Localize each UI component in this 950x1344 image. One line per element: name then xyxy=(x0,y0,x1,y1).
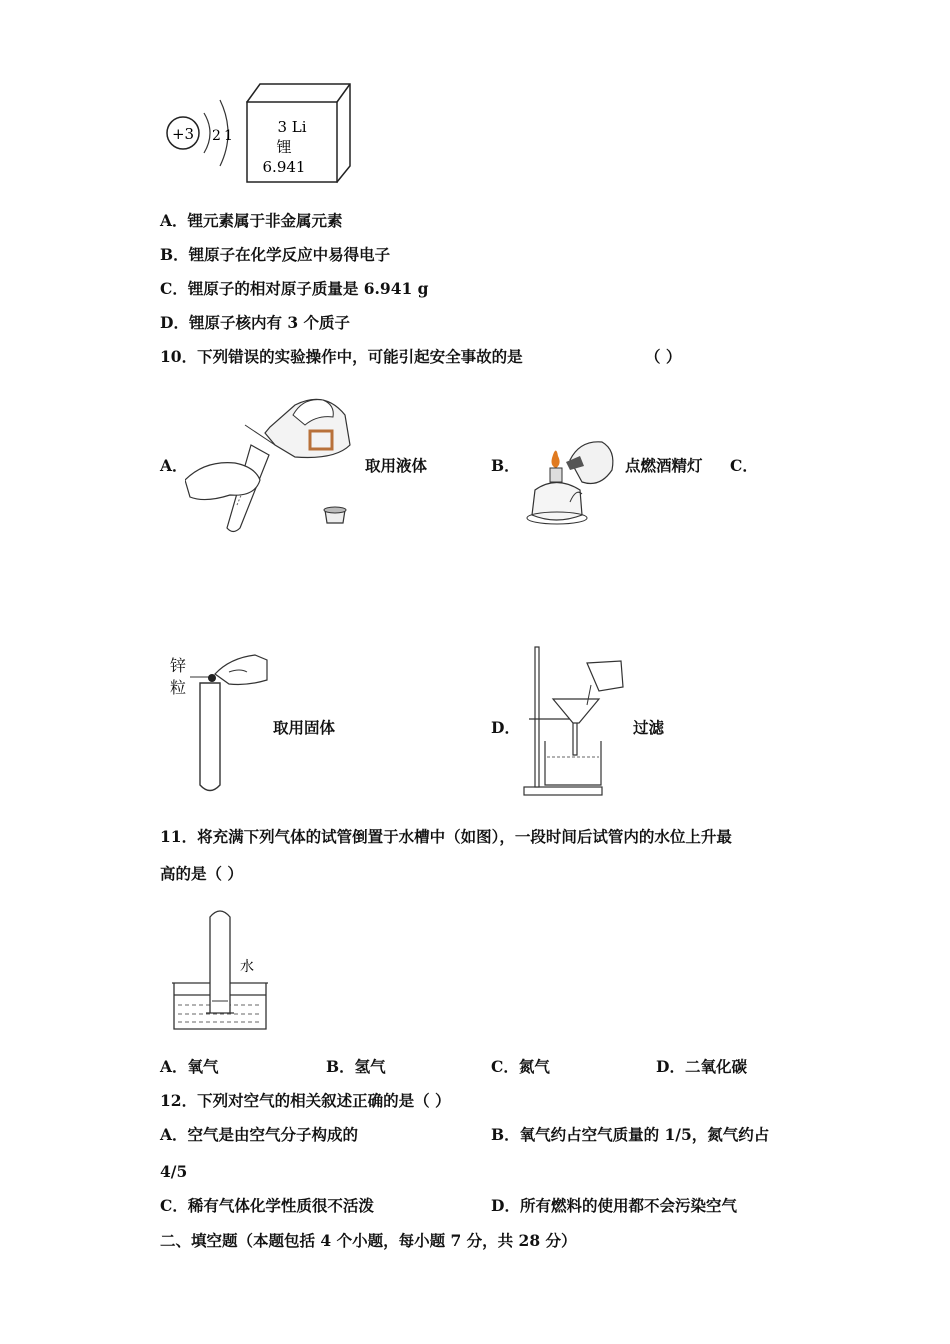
q10-c-caption: 取用固体 xyxy=(273,718,336,737)
water-label: 水 xyxy=(240,959,254,975)
atom-shell-2-label: 1 xyxy=(224,128,233,144)
q10-a-caption: 取用液体 xyxy=(365,456,428,475)
light-alcohol-lamp-figure xyxy=(520,430,620,535)
element-symbol: 3 Li xyxy=(277,118,307,136)
element-name: 锂 xyxy=(276,138,292,156)
q11-option-b: B．氢气 xyxy=(326,1057,386,1076)
q10-d-label: D． xyxy=(491,718,520,737)
q12-option-b-continued: 4/5 xyxy=(160,1162,188,1181)
zinc-label-1: 锌 xyxy=(170,656,187,675)
q10-a-label: A． xyxy=(160,456,188,475)
q12-option-b: B．氧气约占空气质量的 1/5，氮气约占 xyxy=(491,1125,770,1144)
q11-option-d: D．二氧化碳 xyxy=(656,1057,747,1076)
lithium-figure xyxy=(160,80,360,190)
q12-option-d: D．所有燃料的使用都不会污染空气 xyxy=(491,1196,737,1215)
q9-option-c: C．锂原子的相对原子质量是 6.941 g xyxy=(160,279,429,298)
pour-liquid-figure xyxy=(185,385,360,535)
q12-stem: 12．下列对空气的相关叙述正确的是（ ） xyxy=(160,1091,451,1110)
q10-answer-paren: （ ） xyxy=(645,347,682,366)
q9-option-d: D．锂原子核内有 3 个质子 xyxy=(160,313,351,332)
add-solid-figure xyxy=(185,650,270,795)
section-2-title: 二、填空题（本题包括 4 个小题，每小题 7 分，共 28 分） xyxy=(160,1231,577,1250)
atom-shell-1-label: 2 xyxy=(212,128,221,144)
q10-d-caption: 过滤 xyxy=(633,718,665,737)
q11-stem-line2: 高的是（ ） xyxy=(160,864,243,883)
water-trough-figure xyxy=(170,903,270,1033)
q12-option-a: A．空气是由空气分子构成的 xyxy=(160,1125,359,1144)
atom-nucleus-label: +3 xyxy=(171,125,195,143)
q10-b-label: B． xyxy=(491,456,520,475)
q11-option-c: C．氮气 xyxy=(491,1057,550,1076)
q10-stem: 10．下列错误的实验操作中，可能引起安全事故的是 xyxy=(160,347,523,366)
filtration-figure xyxy=(515,645,635,800)
q11-stem-line1: 11．将充满下列气体的试管倒置于水槽中（如图），一段时间后试管内的水位上升最 xyxy=(160,827,732,846)
element-mass: 6.941 xyxy=(262,158,306,176)
q9-option-a: A．锂元素属于非金属元素 xyxy=(160,211,343,230)
q11-option-a: A．氧气 xyxy=(160,1057,219,1076)
q10-b-caption: 点燃酒精灯 xyxy=(625,456,703,475)
q10-c-label: C． xyxy=(730,456,758,475)
zinc-label-2: 粒 xyxy=(170,678,187,697)
q12-option-c: C．稀有气体化学性质很不活泼 xyxy=(160,1196,374,1215)
q9-option-b: B．锂原子在化学反应中易得电子 xyxy=(160,245,391,264)
